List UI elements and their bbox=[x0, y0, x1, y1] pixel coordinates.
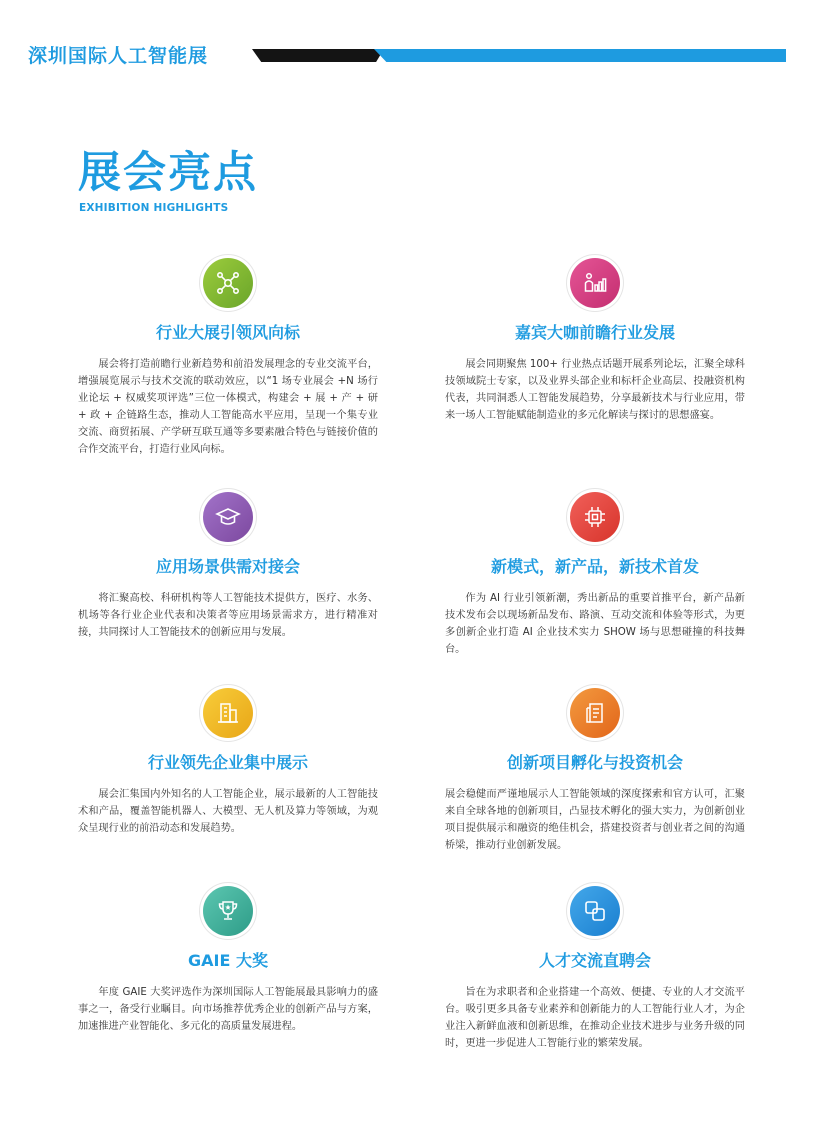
section-title: 展会亮点 bbox=[78, 148, 258, 198]
card-text: 将汇聚高校、科研机构等人工智能技术提供方，医疗、水务、机场等各行业企业代表和决策者等应用场景需求方，进行精准对接，共同探讨人工智能技术的创新应用与发展。 bbox=[78, 593, 378, 638]
overlap-squares-icon bbox=[570, 886, 620, 936]
section-subtitle: EXHIBITION HIGHLIGHTS bbox=[79, 202, 229, 214]
card-text: 年度 GAIE 大奖评选作为深圳国际人工智能展最具影响力的盛事之一，备受行业瞩目。向市场推荐优秀企业的创新产品与方案，加速推进产业智能化、多元化的高质量发展进程。 bbox=[78, 987, 378, 1032]
trophy-icon bbox=[203, 886, 253, 936]
card-text: 展会汇集国内外知名的人工智能企业，展示最新的人工智能技术和产品，覆盖智能机器人、大模型、无人机及算力等领域，为观众呈现行业的前沿动态和发展趋势。 bbox=[78, 789, 378, 834]
card-title: 创新项目孵化与投资机会 bbox=[506, 753, 683, 772]
card-text: 展会稳健而严谨地展示人工智能领域的深度探索和官方认可，汇聚来自全球各地的创新项目，凸显技术孵化的强大实力，为创新创业项目提供展示和融资的绝佳机会，搭建投资者与创业者之间的沟通桥梁，推动行业创新发展。 bbox=[445, 789, 745, 851]
people-chart-icon bbox=[570, 258, 620, 308]
brand-title: 深圳国际人工智能展 bbox=[28, 45, 209, 67]
card-text: 展会同期聚焦 100+ 行业热点话题开展系列论坛，汇聚全球科技领域院士专家，以及业界头部企业和标杆企业高层、投融资机构代表，共同洞悉人工智能发展趋势，分享最新技术与行业应用，带来一场人工智能赋能制造业的多元化解读与探讨的思想盛宴。 bbox=[445, 359, 745, 421]
card-title: 行业大展引领风向标 bbox=[155, 323, 300, 342]
card-title: 人才交流直聘会 bbox=[538, 951, 651, 970]
card-text: 旨在为求职者和企业搭建一个高效、便捷、专业的人才交流平台。吸引更多具备专业素养和创新能力的人工智能行业人才，为企业注入新鲜血液和创新思维，在推动企业技术进步与业务升级的同时，更进一步促进人工智能行业的繁荣发展。 bbox=[445, 987, 745, 1049]
card-title: 嘉宾大咖前瞻行业发展 bbox=[514, 323, 675, 342]
network-icon bbox=[203, 258, 253, 308]
card-text: 作为 AI 行业引领新潮，秀出新品的重要首推平台，新产品新技术发布会以现场新品发布、路演、互动交流和体验等形式，为更多创新企业打造 AI 企业技术实力 SHOW 场与思想碰撞的科技舞台。 bbox=[445, 593, 745, 655]
card-title: 行业领先企业集中展示 bbox=[147, 753, 308, 772]
header-bar-blue bbox=[374, 49, 786, 62]
header-bar-dark bbox=[252, 49, 384, 62]
building-icon bbox=[203, 688, 253, 738]
document-icon bbox=[570, 688, 620, 738]
card-title: GAIE 大奖 bbox=[188, 951, 268, 970]
chip-icon bbox=[570, 492, 620, 542]
card-title: 应用场景供需对接会 bbox=[155, 557, 300, 576]
card-text: 展会将打造前瞻行业新趋势和前沿发展理念的专业交流平台，增强展览展示与技术交流的联动效应，以“1 场专业展会 +N 场行业论坛 + 权威奖项评选”三位一体模式，构建会 + 展 + 产 + 研 + 政 + 企链路生态，推动人工智能高水平应用，呈现一个集专业交流、商贸拓展、产学研互联互通等多要素融合特色与链接价值的合作交流平台，打造行业风向标。 bbox=[78, 359, 378, 455]
card-title: 新模式，新产品，新技术首发 bbox=[490, 557, 699, 576]
graduation-cap-icon bbox=[203, 492, 253, 542]
